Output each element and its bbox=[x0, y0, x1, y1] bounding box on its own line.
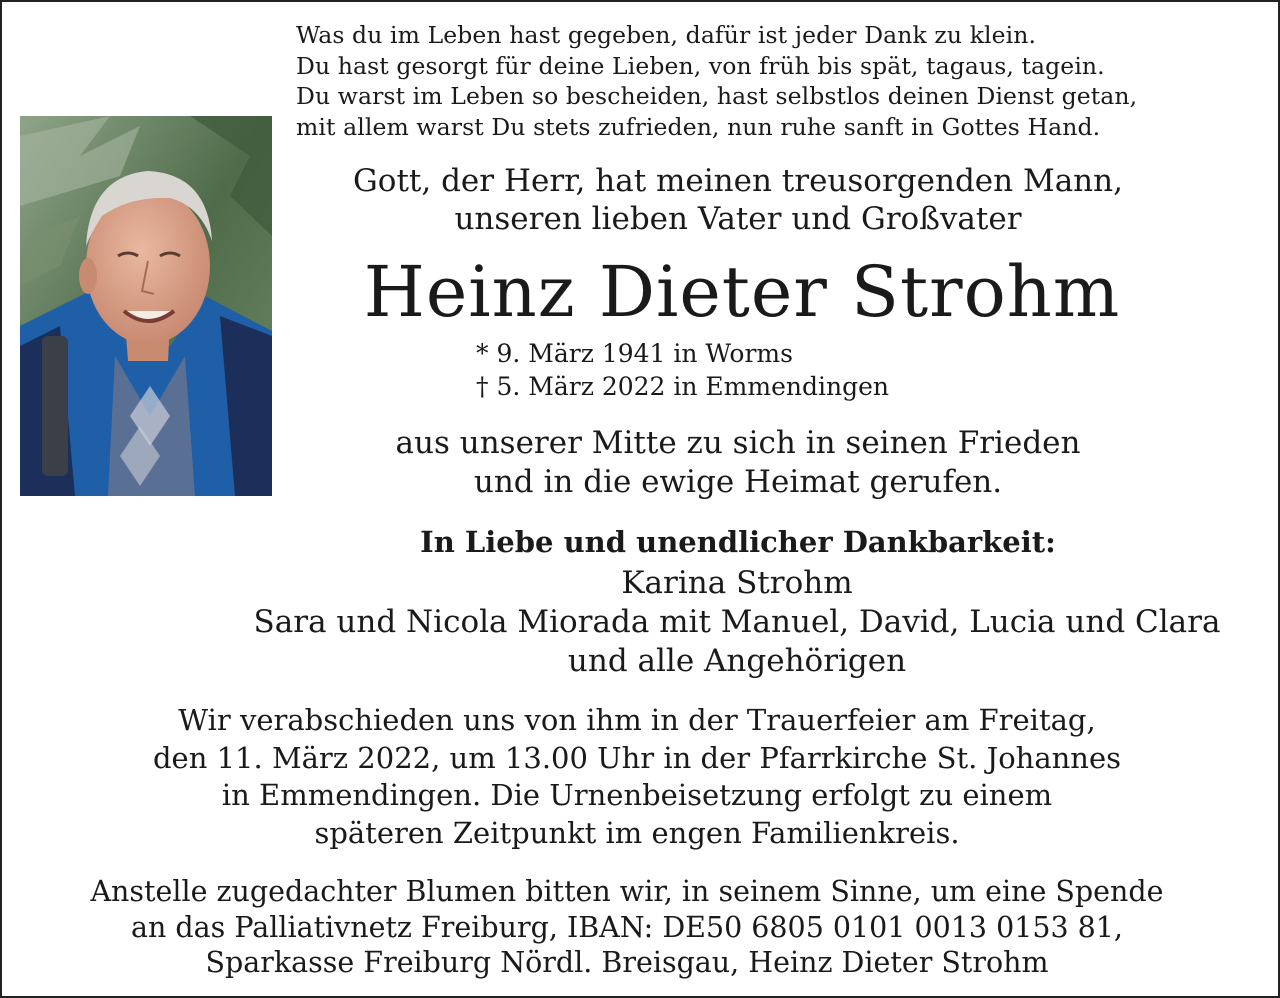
mourners-heading: In Liebe und unendlicher Dankbarkeit: bbox=[420, 525, 1056, 559]
mourner-line: Sara und Nicola Miorada mit Manuel, David, Lucia und Clara bbox=[253, 604, 1221, 640]
service-line: Wir verabschieden uns von ihm in der Trauerfeier am Freitag, bbox=[178, 703, 1096, 737]
birth-date: * 9. März 1941 in Worms bbox=[476, 339, 793, 368]
donation-line: Anstelle zugedachter Blumen bitten wir, in seinem Sinne, um eine Spende bbox=[90, 875, 1164, 908]
donation-request bbox=[42, 874, 1212, 981]
called-line: aus unserer Mitte zu sich in seinen Frieden bbox=[395, 425, 1081, 461]
portrait-illustration bbox=[20, 116, 272, 496]
service-line: späteren Zeitpunkt im engen Familienkreis. bbox=[314, 815, 960, 850]
mourner-line: und alle Angehörigen bbox=[567, 643, 907, 679]
mourner-line: Karina Strohm bbox=[621, 565, 853, 601]
donation-line: an das Palliativnetz Freiburg, IBAN: DE50 6805 0101 0013 0153 81, bbox=[131, 910, 1123, 944]
funeral-service-info bbox=[62, 702, 1212, 852]
service-line: den 11. März 2022, um 13.00 Uhr in der Pfarrkirche St. Johannes bbox=[152, 740, 1122, 775]
intro-text bbox=[298, 162, 1178, 238]
called-line: und in die ewige Heimat gerufen. bbox=[473, 464, 1003, 500]
deceased-name: Heinz Dieter Strohm bbox=[363, 251, 1121, 333]
service-line: in Emmendingen. Die Urnenbeisetzung erfolgt zu einem bbox=[221, 778, 1053, 812]
poem-line: Du warst im Leben so bescheiden, hast selbstlos deinen Dienst getan, bbox=[296, 82, 1138, 110]
intro-line: unseren lieben Vater und Großvater bbox=[454, 201, 1022, 237]
life-dates bbox=[476, 337, 889, 403]
donation-line: Sparkasse Freiburg Nördl. Breisgau, Heinz Dieter Strohm bbox=[205, 946, 1049, 979]
poem-line: Du hast gesorgt für deine Lieben, von früh bis spät, tagaus, tagein. bbox=[296, 51, 1105, 80]
death-date: † 5. März 2022 in Emmendingen bbox=[476, 372, 889, 401]
mourners-list bbox=[202, 564, 1272, 681]
poem-line: Was du im Leben hast gegeben, dafür ist jeder Dank zu klein. bbox=[296, 21, 1037, 49]
called-home-text bbox=[298, 424, 1178, 502]
portrait-photo bbox=[20, 116, 272, 496]
intro-line: Gott, der Herr, hat meinen treusorgenden Mann, bbox=[353, 163, 1123, 199]
memorial-poem bbox=[296, 20, 1266, 142]
poem-line: mit allem warst Du stets zufrieden, nun ruhe sanft in Gottes Hand. bbox=[296, 112, 1101, 141]
